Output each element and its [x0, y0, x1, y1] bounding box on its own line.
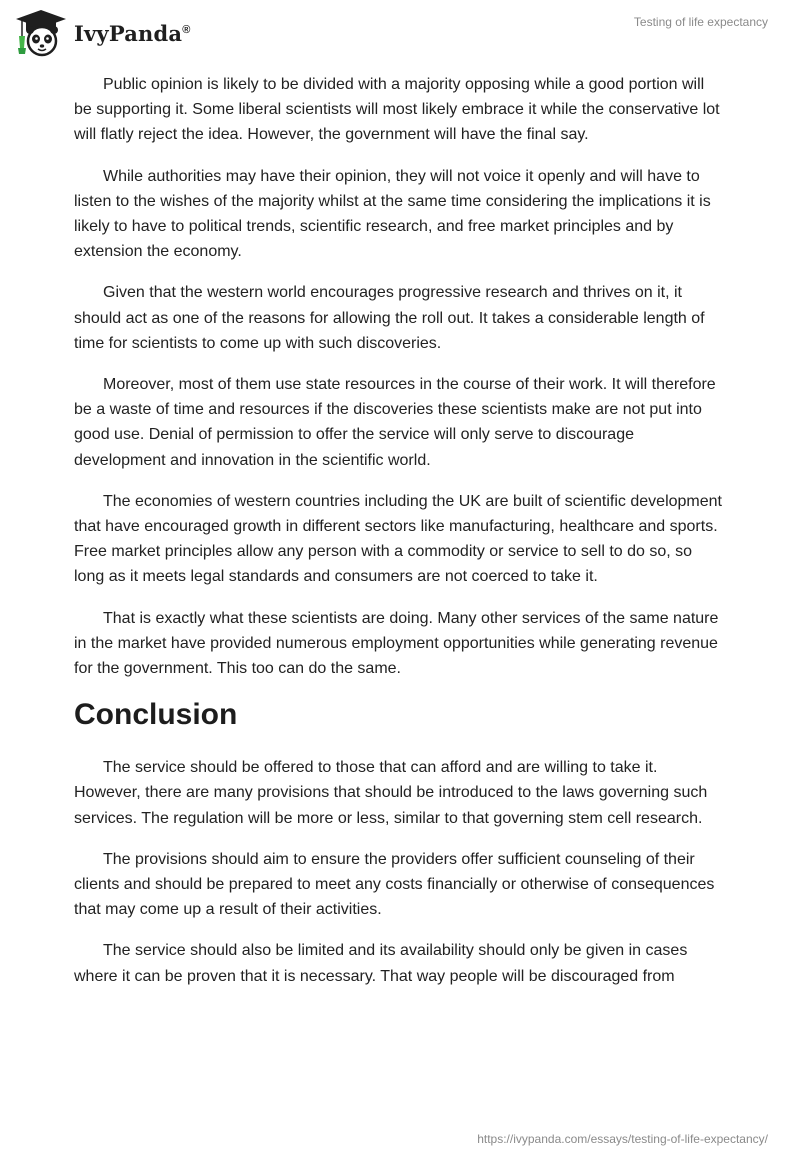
- document-title: Testing of life expectancy: [633, 15, 768, 29]
- paragraph: Public opinion is likely to be divided with a majority opposing while a good portion will be supporting it. Some liberal scientists will most likely embrace it while the conservative lot will flatly reject the idea. However, the government will have the final say.: [74, 76, 720, 144]
- ivypanda-logo[interactable]: [14, 8, 191, 58]
- registered-mark: ®: [182, 23, 191, 36]
- paragraph: While authorities may have their opinion, they will not voice it openly and will have to listen to the wishes of the majority whilst at the same time considering the implications it is likely to have to political trends, scientific research, and free market principles and by extension the economy.: [74, 167, 711, 261]
- paragraph: That is exactly what these scientists are doing. Many other services of the same nature in the market have provided numerous employment opportunities while generating revenue for the government. This too can do the same.: [74, 609, 719, 678]
- paragraph: The provisions should aim to ensure the providers offer sufficient counseling of their clients and should be prepared to meet any costs financially or otherwise of consequences that may come up a result of their activities.: [74, 850, 715, 919]
- paragraph: Given that the western world encourages progressive research and thrives on it, it should act as one of the reasons for allowing the roll out. It takes a considerable length of time for scientists to come up with such discoveries.: [74, 284, 705, 352]
- paragraph: Moreover, most of them use state resources in the course of their work. It will therefore be a waste of time and resources if the discoveries these scientists make are not put into good use. Denial of permission to offer the service will only serve to discourage development and innovation in the scientific world.: [74, 376, 716, 469]
- essay-content: [74, 72, 726, 1005]
- brand-name: IvyPanda®: [74, 20, 191, 46]
- paragraph: The service should be offered to those that can afford and are willing to take it. However, there are many provisions that should be introduced to the laws governing such services. The regulation will be more or less, similar to that governing stem cell research.: [74, 759, 708, 827]
- section-heading-conclusion: Conclusion: [74, 698, 238, 732]
- source-url[interactable]: https://ivypanda.com/essays/testing-of-life-expectancy/: [477, 1132, 768, 1146]
- paragraph: The service should also be limited and its availability should only be given in cases where it can be proven that it is necessary. That way people will be discouraged from: [74, 942, 688, 985]
- paragraph: The economies of western countries including the UK are built of scientific development that have encouraged growth in different sectors like manufacturing, healthcare and sports. Free market principles allow any person with a commodity or service to sell to do so, so long as it meets legal standards and consumers are not coerced to take it.: [74, 492, 722, 586]
- page-header: [0, 0, 800, 70]
- panda-graduate-icon: [14, 8, 68, 58]
